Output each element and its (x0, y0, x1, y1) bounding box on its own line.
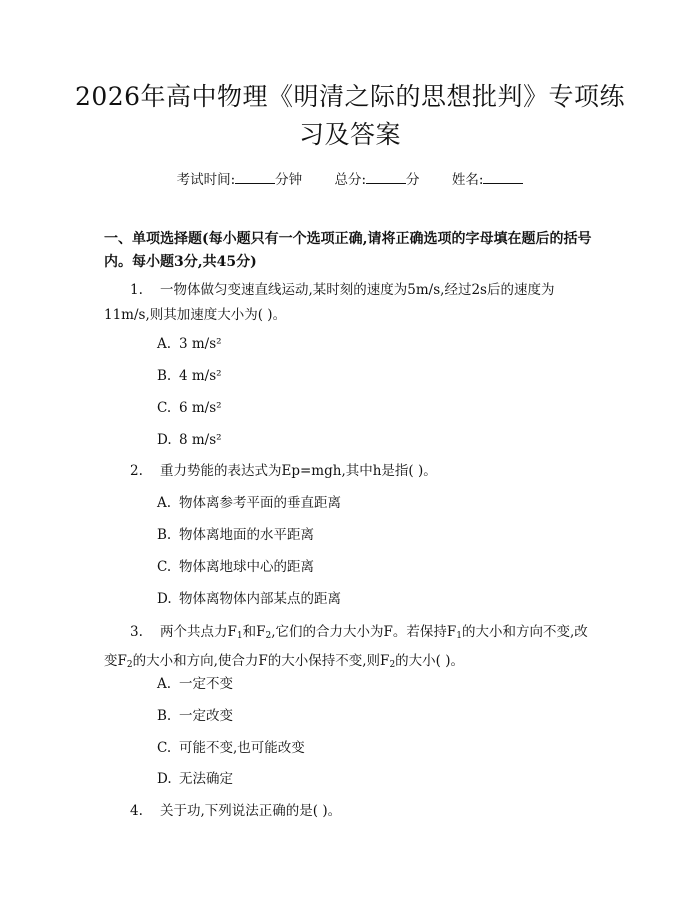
question-2-option-c (157, 557, 597, 577)
option-text: 物体离地球中心的距离 (179, 559, 314, 575)
student-name (452, 169, 524, 189)
question-4 (104, 799, 600, 824)
question-text-part: 和F (242, 624, 266, 640)
question-2-option-a (157, 493, 597, 513)
question-3 (104, 620, 600, 678)
question-number: 4. (130, 803, 143, 819)
exam-time-unit: 分钟 (275, 172, 303, 188)
question-3-option-c (157, 738, 597, 758)
subscript: 1 (456, 631, 462, 641)
option-letter: D. (157, 432, 172, 448)
question-3-option-d (157, 769, 597, 789)
question-text: 关于功,下列说法正确的是( )。 (160, 803, 342, 819)
exam-time-label: 考试时间: (176, 172, 236, 188)
question-text-part: 两个共点力F (160, 624, 237, 640)
option-letter: D. (157, 591, 172, 607)
section-heading: 一、单项选择题(每小题只有一个选项正确,请将正确选项的字母填在题后的括号内。每小题3分,共45分) (104, 231, 592, 270)
exam-time (177, 169, 303, 189)
question-text-part: 的大小和方向不变,改变F (104, 624, 588, 669)
question-text: 一物体做匀变速直线运动,某时刻的速度为5m/s,经过2s后的速度为11m/s,则其加速度大小为( )。 (104, 282, 555, 323)
option-letter: C. (157, 559, 172, 575)
question-text-part: 的大小( )。 (395, 653, 464, 669)
option-letter: B. (157, 708, 172, 724)
question-text: 重力势能的表达式为Ep=mgh,其中h是指( )。 (160, 463, 437, 479)
subscript: 1 (236, 631, 243, 641)
question-2-option-b (157, 525, 597, 545)
option-text: 4 m/s² (179, 368, 222, 384)
question-2 (104, 459, 600, 484)
question-1-option-a (157, 334, 597, 354)
student-name-blank (483, 169, 523, 184)
question-number: 1. (130, 282, 143, 298)
option-text: 3 m/s² (179, 336, 222, 352)
total-score-unit: 分 (406, 172, 420, 188)
question-1-option-d (157, 430, 597, 450)
option-text: 一定改变 (179, 708, 233, 724)
total-score (334, 169, 419, 189)
document-title: 2026年高中物理《明清之际的思想批判》专项练习及答案 (74, 82, 626, 149)
question-1 (104, 278, 600, 328)
question-number: 3. (130, 624, 143, 640)
exam-time-blank (235, 169, 275, 184)
option-letter: B. (157, 527, 172, 543)
option-letter: D. (157, 771, 172, 787)
option-text: 一定不变 (179, 676, 233, 692)
subscript: 2 (265, 631, 272, 641)
option-text: 无法确定 (179, 771, 233, 787)
question-1-option-b (157, 366, 597, 386)
total-score-blank (366, 169, 406, 184)
question-number: 2. (130, 463, 143, 479)
option-letter: C. (157, 740, 172, 756)
student-name-label: 姓名: (451, 172, 484, 188)
option-text: 物体离地面的水平距离 (179, 527, 314, 543)
option-text: 可能不变,也可能改变 (179, 740, 305, 756)
question-text-part: 的大小和方向,使合力F的大小保持不变,则F (132, 653, 390, 669)
question-1-option-c (157, 398, 597, 418)
subscript: 2 (389, 660, 396, 670)
question-3-option-a (157, 674, 597, 694)
option-text: 8 m/s² (179, 432, 222, 448)
option-letter: A. (157, 495, 172, 511)
option-text: 物体离参考平面的垂直距离 (179, 495, 341, 511)
total-score-label: 总分: (334, 172, 367, 188)
subscript: 2 (126, 660, 133, 670)
exam-info-line (0, 169, 700, 189)
option-text: 6 m/s² (179, 400, 222, 416)
option-letter: C. (157, 400, 172, 416)
option-text: 物体离物体内部某点的距离 (179, 591, 341, 607)
question-2-option-d (157, 589, 597, 609)
option-letter: B. (157, 368, 172, 384)
question-text-part: ,它们的合力大小为F。若保持F (271, 624, 457, 640)
option-letter: A. (157, 336, 172, 352)
question-3-option-b (157, 706, 597, 726)
option-letter: A. (157, 676, 172, 692)
